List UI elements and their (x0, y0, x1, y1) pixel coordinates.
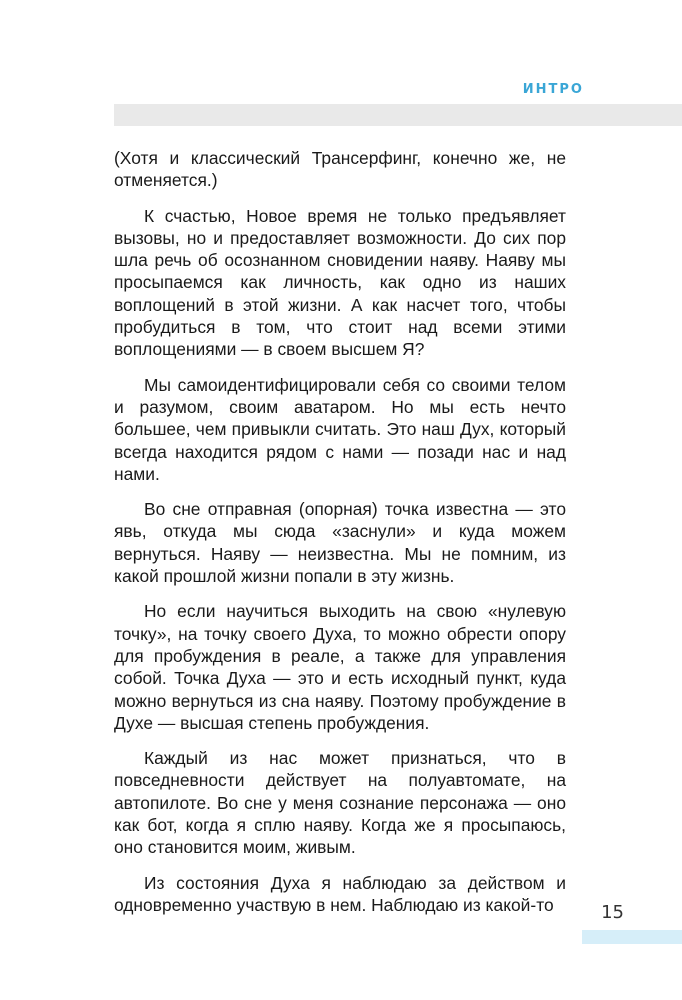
paragraph: Из состояния Духа я наблюдаю за действом и одновременно участвую в нем. Наблюдаю из какой-то (114, 872, 566, 915)
paragraph: Каждый из нас может признаться, что в повседневности действует на полуавтомате, на автопилоте. Во сне у меня сознание персонажа — оно как бот, когда я сплю наяву. Когда же я просыпаюсь, оно становится моим, живым. (114, 748, 566, 858)
footer-bar (582, 930, 682, 944)
paragraph: Но если научиться выходить на свою «нулевую точку», на точку своего Духа, то можно обрести опору для пробуждения в реале, а также для управления собой. Точка Духа — это и есть исходный пункт, куда можно вернуться из сна наяву. Поэтому пробуждение в Духе — высшая степень пробуждения. (114, 601, 566, 733)
paragraph: К счастью, Новое время не только предъявляет вызовы, но и предоставляет возможности. До сих пор шла речь об осознанном сновидении наяву. Наяву мы просыпаемся как личность, как одно из наших воплощений в этой жизни. А как насчет того, чтобы пробудиться в том, что стоит над всеми этими воплощениями — в своем высшем Я? (114, 205, 566, 360)
body-text (114, 147, 566, 929)
section-label: ИНТРО (522, 82, 584, 97)
paragraph: Мы самоидентифицировали себя со своими телом и разумом, своим аватаром. Но мы есть нечто большее, чем привыкли считать. Это наш Дух, который всегда находится рядом с нами — позади нас и над нами. (114, 374, 566, 484)
paragraph: (Хотя и классический Трансерфинг, конечно же, не отменяется.) (114, 148, 566, 191)
header-bar (114, 104, 682, 126)
page-number: 15 (601, 902, 624, 923)
paragraph: Во сне отправная (опорная) точка известна — это явь, откуда мы сюда «заснули» и куда можем вернуться. Наяву — неизвестна. Мы не помним, из какой прошлой жизни попали в эту жизнь. (114, 499, 566, 587)
